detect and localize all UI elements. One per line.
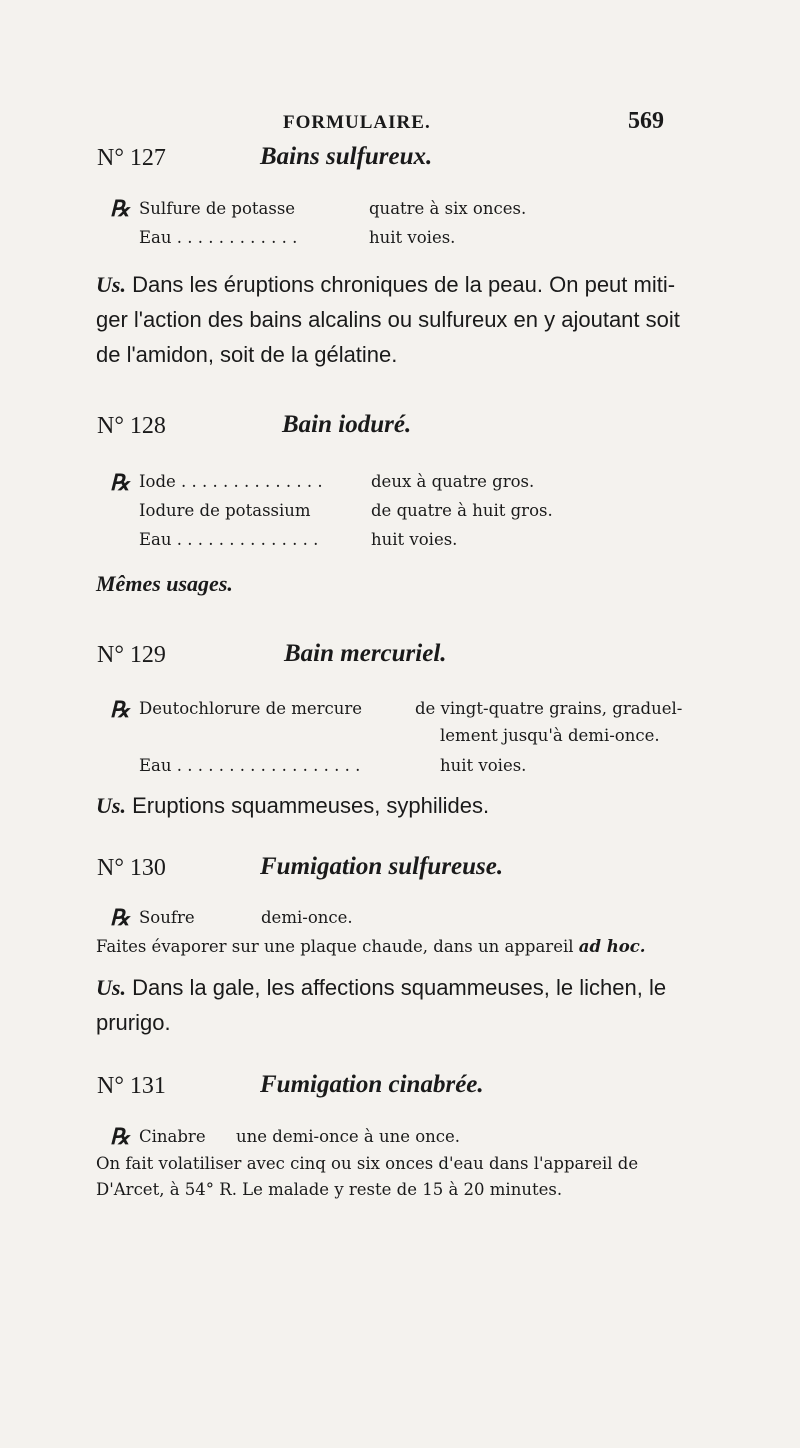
ingredient-name: Iodure de potassium <box>139 501 311 520</box>
usage-line: Us. Dans les éruptions chroniques de la peau. On peut miti- <box>96 272 676 297</box>
ingredient-name: Eau . . . . . . . . . . . . <box>139 228 298 247</box>
ingredient-name: Soufre <box>139 908 195 927</box>
ingredient-amount: quatre à six onces. <box>369 199 527 218</box>
ingredient-amount: de quatre à huit gros. <box>371 501 553 520</box>
ingredient-name: Sulfure de potasse <box>139 199 296 218</box>
ingredient-name: Eau . . . . . . . . . . . . . . . . . . <box>139 756 361 775</box>
ingredient-amount: une demi-once à une once. <box>236 1127 461 1146</box>
instruction-italic: ad hoc. <box>578 937 646 956</box>
usage-label: Us. <box>96 272 126 297</box>
ingredient-name: Iode . . . . . . . . . . . . . . <box>139 472 323 491</box>
instruction-line: Faites évaporer sur une plaque chaude, dans un appareil ad hoc. <box>96 937 646 956</box>
rx-icon: ℞ <box>110 905 130 930</box>
usage-line: ger l'action des bains alcalins ou sulfureux en y ajoutant soit <box>96 307 680 332</box>
ingredient-amount: huit voies. <box>369 228 456 247</box>
ingredient-amount: huit voies. <box>371 530 458 549</box>
recipe-number: N° 129 <box>97 642 166 668</box>
page-number: 569 <box>628 108 664 134</box>
rx-icon: ℞ <box>110 697 130 722</box>
recipe-title: Bains sulfureux. <box>260 143 433 170</box>
ingredient-name: Deutochlorure de mercure <box>139 699 363 718</box>
ingredient-amount: demi-once. <box>261 908 353 927</box>
recipe-title: Bain ioduré. <box>282 411 412 438</box>
usage-line: prurigo. <box>96 1010 171 1035</box>
rx-icon: ℞ <box>110 470 130 495</box>
rx-icon: ℞ <box>110 196 130 221</box>
usage-line: Us. Eruptions squammeuses, syphilides. <box>96 793 490 818</box>
ingredient-amount: de vingt-quatre grains, graduel- <box>415 699 683 718</box>
recipe-title: Bain mercuriel. <box>284 640 447 667</box>
ingredient-amount: deux à quatre gros. <box>371 472 535 491</box>
usage-line: de l'amidon, soit de la gélatine. <box>96 342 398 367</box>
recipe-number: N° 131 <box>97 1073 166 1099</box>
ingredient-amount-continued: lement jusqu'à demi-once. <box>440 726 660 745</box>
recipe-number: N° 130 <box>97 855 166 881</box>
usage-line: Us. Dans la gale, les affections squammeuses, le lichen, le <box>96 975 667 1000</box>
ingredient-name: Eau . . . . . . . . . . . . . . <box>139 530 319 549</box>
usage-note: Mêmes usages. <box>96 571 233 596</box>
ingredient-name: Cinabre <box>139 1127 206 1146</box>
running-header: FORMULAIRE. <box>283 112 431 133</box>
usage-label: Us. <box>96 793 126 818</box>
ingredient-amount: huit voies. <box>440 756 527 775</box>
instruction-line: On fait volatiliser avec cinq ou six onces d'eau dans l'appareil de <box>96 1154 639 1173</box>
recipe-number: N° 128 <box>97 413 166 439</box>
recipe-title: Fumigation cinabrée. <box>260 1071 484 1098</box>
rx-icon: ℞ <box>110 1124 130 1149</box>
usage-label: Us. <box>96 975 126 1000</box>
recipe-title: Fumigation sulfureuse. <box>260 853 504 880</box>
instruction-line: D'Arcet, à 54° R. Le malade y reste de 15 à 20 minutes. <box>96 1180 563 1199</box>
recipe-number: N° 127 <box>97 145 166 171</box>
